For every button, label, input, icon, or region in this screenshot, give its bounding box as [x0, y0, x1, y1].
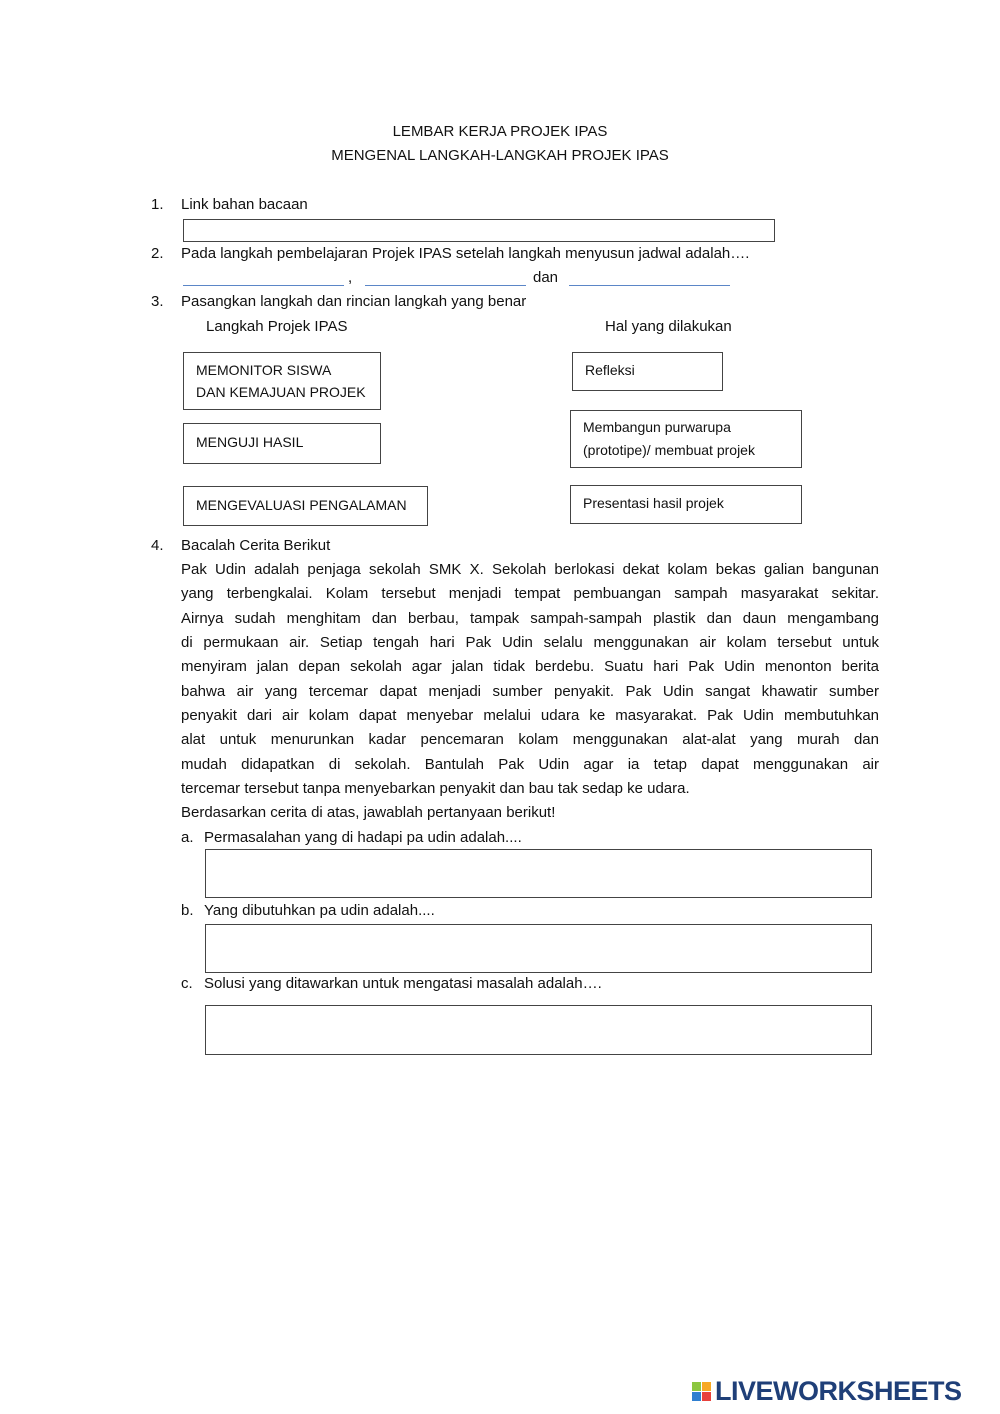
- story-line: tercemar tersebut tanpa menyebarkan penyakit dan bau tak sedap ke udara.: [181, 780, 690, 797]
- story-line: penyakit dari air kolam dapat menyebar melalui udara ke masyarakat. Pak Udin membutuhkan: [181, 707, 879, 724]
- left-column-header: Langkah Projek IPAS: [206, 318, 348, 335]
- q4b-text: Yang dibutuhkan pa udin adalah....: [204, 902, 435, 919]
- q1-text: Link bahan bacaan: [181, 196, 308, 213]
- q4c-label: c.: [181, 975, 193, 992]
- match-right-label: Membangun purwarupa: [583, 419, 731, 435]
- title-line-1: LEMBAR KERJA PROJEK IPAS: [392, 123, 608, 140]
- story-line: Airnya sudah menghitam dan berbau, tampak sampah-sampah plastik dan daun mengambang: [181, 610, 879, 627]
- q4a-text: Permasalahan yang di hadapi pa udin adalah....: [204, 829, 522, 846]
- q4a-label: a.: [181, 829, 194, 846]
- story-line: alat untuk menurunkan kadar pencemaran kolam menggunakan alat-alat yang murah dan: [181, 731, 879, 748]
- q4b-label: b.: [181, 902, 194, 919]
- q3-text: Pasangkan langkah dan rincian langkah yang benar: [181, 293, 527, 310]
- q1-link-input[interactable]: [183, 219, 775, 242]
- q2-answer-3-input[interactable]: [569, 285, 730, 286]
- q2-dan: dan: [533, 269, 559, 286]
- match-left-menguji[interactable]: [183, 423, 381, 464]
- liveworksheets-logo: [692, 1376, 962, 1407]
- match-right-label: (prototipe)/ membuat projek: [583, 442, 755, 458]
- match-left-label: MENGUJI HASIL: [196, 434, 304, 450]
- match-right-presentasi[interactable]: [570, 485, 802, 524]
- match-right-membangun[interactable]: [570, 410, 802, 468]
- match-left-label: MEMONITOR SISWA: [196, 362, 332, 378]
- q3-number: 3.: [151, 293, 164, 310]
- story-line: yang terbengkalai. Kolam tersebut menjadi tempat pembuangan sampah masyarakat sekitar.: [181, 585, 879, 602]
- match-left-label: MENGEVALUASI PENGALAMAN: [196, 497, 407, 513]
- q2-answer-1-input[interactable]: [183, 285, 344, 286]
- q2-answer-2-input[interactable]: [365, 285, 526, 286]
- logo-text: LIVEWORKSHEETS: [715, 1376, 962, 1406]
- q4c-answer-input[interactable]: [205, 1005, 872, 1055]
- title-line-2: MENGENAL LANGKAH-LANGKAH PROJEK IPAS: [331, 147, 669, 164]
- story-line: menyiram jalan depan sekolah agar jalan tidak berdebu. Suatu hari Pak Udin menonton berita: [181, 658, 879, 675]
- match-right-label: Refleksi: [585, 362, 635, 378]
- story-line: bahwa air yang tercemar dapat menjadi sumber penyakit. Pak Udin sangat khawatir sumber: [181, 683, 879, 700]
- match-left-memonitor[interactable]: [183, 352, 381, 410]
- q2-comma: ,: [348, 269, 353, 286]
- story-line: di permukaan air. Setiap tengah hari Pak Udin selalu menggunakan air kolam tersebut untuk: [181, 634, 879, 651]
- q4-text: Bacalah Cerita Berikut: [181, 537, 331, 554]
- story-line: Pak Udin adalah penjaga sekolah SMK X. Sekolah berlokasi dekat kolam bekas galian bangunan: [181, 561, 879, 578]
- q1-number: 1.: [151, 196, 164, 213]
- q4-instruction: Berdasarkan cerita di atas, jawablah pertanyaan berikut!: [181, 804, 556, 821]
- q4a-answer-input[interactable]: [205, 849, 872, 898]
- match-left-label: DAN KEMAJUAN PROJEK: [196, 384, 366, 400]
- story-line: mudah didapatkan di sekolah. Bantulah Pak Udin agar ia tetap dapat menggunakan air: [181, 756, 879, 773]
- match-left-mengevaluasi[interactable]: [183, 486, 428, 526]
- q4b-answer-input[interactable]: [205, 924, 872, 973]
- q4-number: 4.: [151, 537, 164, 554]
- q4c-text: Solusi yang ditawarkan untuk mengatasi masalah adalah….: [204, 975, 602, 992]
- q2-text: Pada langkah pembelajaran Projek IPAS setelah langkah menyusun jadwal adalah….: [181, 245, 750, 262]
- q2-number: 2.: [151, 245, 164, 262]
- match-right-refleksi[interactable]: [572, 352, 723, 391]
- match-right-label: Presentasi hasil projek: [583, 495, 724, 511]
- logo-icon: [692, 1382, 712, 1402]
- right-column-header: Hal yang dilakukan: [605, 318, 732, 335]
